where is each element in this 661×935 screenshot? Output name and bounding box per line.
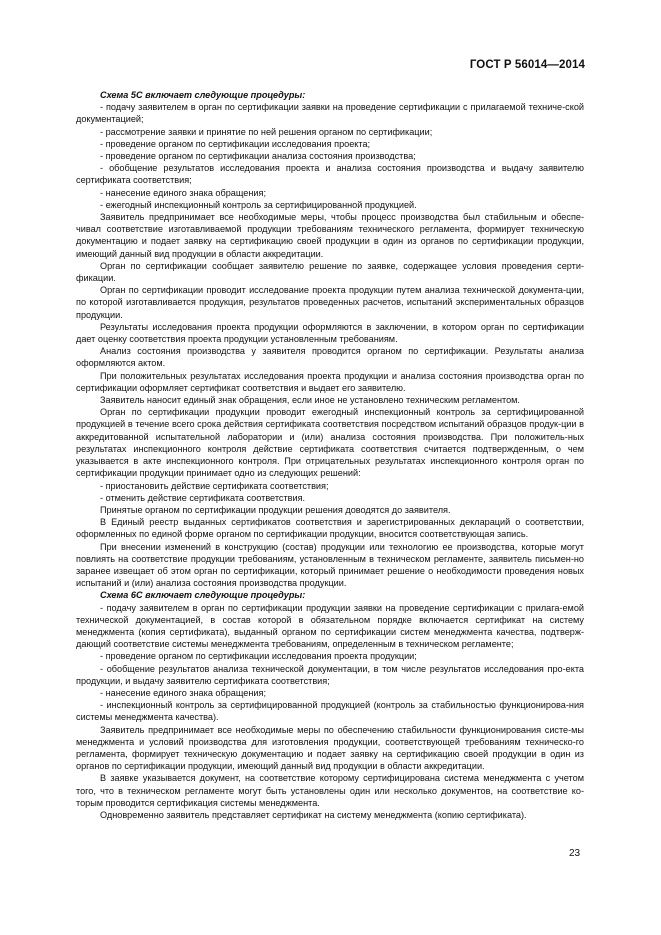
paragraph: Заявитель наносит единый знак обращения, если иное не установлено техническим регламентом. <box>100 395 520 406</box>
paragraph: В Единый реестр выданных сертификатов соответствия и зарегистрированных деклараций о соответствии, оформленных по единой форме органом по сертификации продукции, вносится соответствующая запись. <box>76 517 584 540</box>
list-item: - проведение органом по сертификации анализа состояния производства; <box>100 151 416 162</box>
list-item: - рассмотрение заявки и принятие по ней решения органом по сертификации; <box>100 126 433 137</box>
list-item: - проведение органом по сертификации исследования проекта продукции; <box>100 651 417 662</box>
document-body <box>76 89 584 821</box>
paragraph: Заявитель предпринимает все необходимые меры по обеспечению стабильности функционирования систе-мы менеджмента и условий производства для изготовления продукции, соответствующей требованиям техническо-го регламента, формирует техническую документацию и подает заявку на сертификацию своей продукции в один из органов по сертификации продукции, имеющий данный вид продукции в области аккредитации. <box>76 724 584 772</box>
list-item: - приостановить действие сертификата соответствия; <box>100 480 329 491</box>
list-item: - проведение органом по сертификации исследования проекта; <box>100 138 371 149</box>
section-heading-5c: Схема 5С включает следующие процедуры: <box>100 90 306 100</box>
paragraph: Орган по сертификации продукции проводит ежегодный инспекционный контроль за сертифицированной продукцией в течение всего срока действия сертификата соответствия посредством испытаний образцов продук-ции в аккредитованной испытательной лаборатории и (или) анализа состояния производства. При положитель-ных результатах инспекционного контроля действие сертификата соответствия считается подтвержденным, о чем указывается в акте инспекционного контроля. При отрицательных результатах инспекционного контроля орган по сертификации продукции принимает одно из следующих решений: <box>76 407 584 479</box>
list-item: - нанесение единого знака обращения; <box>100 687 266 698</box>
paragraph: Анализ состояния производства у заявителя проводится органом по сертификации. Результаты анализа оформляются актом. <box>76 346 584 369</box>
paragraph: Одновременно заявитель представляет сертификат на систему менеджмента (копию сертификата). <box>100 809 527 820</box>
paragraph: В заявке указывается документ, на соответствие которому сертифицирована система менеджмента с учетом того, что в техническом регламенте могут быть установлены один или несколько документов, на соответствие ко-торым проводится сертификация системы менеджмента. <box>76 773 584 808</box>
paragraph: Орган по сертификации проводит исследование проекта продукции путем анализа технической документа-ции, по которой изготавливается продукция, результатов проведенных расчетов, испытаний экспериментальных образцов продукции. <box>76 285 584 320</box>
section-heading-6c: Схема 6С включает следующие процедуры: <box>100 590 306 601</box>
paragraph: При внесении изменений в конструкцию (состав) продукции или технологию ее производства, которые могут повлиять на соответствие продукции требованиям, установленным в техническом регламенте, заявитель письмен-но заранее извещает об этом орган по сертификации, который принимает решение о необходимости проведения новых испытаний и (или) анализа состояния производства продукции. <box>76 541 584 589</box>
list-item: - ежегодный инспекционный контроль за сертифицированной продукцией. <box>100 199 417 210</box>
list-item: - подачу заявителем в орган по сертификации заявки на проведение сертификации с прилагаемой техниче-ской документацией; <box>76 102 584 125</box>
page-number: 23 <box>569 848 581 859</box>
paragraph: При положительных результатах исследования проекта продукции и анализа состояния производства орган по сертификации оформляет сертификат соответствия и выдает его заявителю. <box>76 370 584 393</box>
list-item: - инспекционный контроль за сертифицированной продукцией (контроль за стабильностью функционирова-ния системы менеджмента качества). <box>76 700 584 723</box>
list-item: - нанесение единого знака обращения; <box>100 187 266 198</box>
paragraph: Орган по сертификации сообщает заявителю решение по заявке, содержащее условия проведения серти-фикации. <box>76 260 584 284</box>
paragraph: Заявитель предпринимает все необходимые меры, чтобы процесс производства был стабильным и обеспе-чивал соответствие изготавливаемой продукции требованиям технического регламента, формирует техническую документацию и подает заявку на сертификацию своей продукции в один из органов по сертификации продукции, имеющий данный вид продукции в области аккредитации. <box>76 212 584 259</box>
standard-code-header: ГОСТ Р 56014—2014 <box>469 59 585 71</box>
paragraph: Результаты исследования проекта продукции оформляются в заключении, в котором орган по сертификации дает оценку соответствия проекта продукции установленным требованиям. <box>76 321 584 345</box>
paragraph: Принятые органом по сертификации продукции решения доводятся до заявителя. <box>100 504 451 515</box>
list-item: - обобщение результатов исследования проекта и анализа состояния производства и выдачу заявителю сертификата соответствия; <box>76 163 584 186</box>
list-item: - обобщение результатов анализа технической документации, в том числе результатов исследования про-екта продукции, и выдачу заявителю сертификата соответствия; <box>76 663 584 686</box>
list-item: - подачу заявителем в орган по сертификации продукции заявки на проведение сертификации с прилага-емой технической документацией, в состав которой в обязательном порядке включается сертификат на систему менеджмента (копия сертификата), выданный органом по сертификации систем менеджмента качества, подтверж-дающий соответствие системы менеджмента требованиям, определенным в техническом регламенте; <box>76 602 584 650</box>
list-item: - отменить действие сертификата соответствия. <box>100 492 306 503</box>
